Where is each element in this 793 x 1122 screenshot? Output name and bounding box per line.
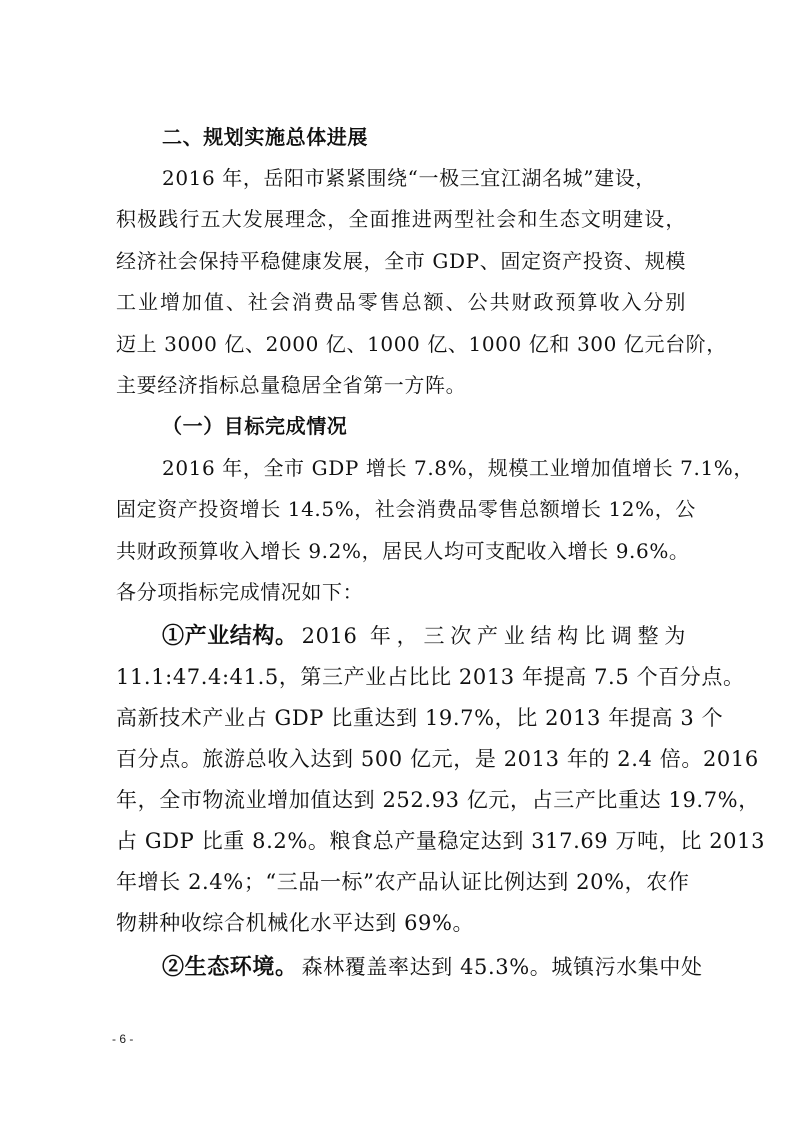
item1-line-3: 高新技术产业占 GDP 比重达到 19.7%，比 2013 年提高 3 个 [116,706,724,730]
item1-line-8: 物耕种收综合机械化水平达到 69%。 [116,911,475,935]
goals-line-3: 共财政预算收入增长 9.2%，居民人均可支配收入增长 9.6%。 [116,539,690,563]
intro-line-5: 迈上 3000 亿、2000 亿、1000 亿、1000 亿和 300 亿元台阶， [116,332,727,356]
goals-line-1: 2016 年，全市 GDP 增长 7.8%，规模工业增加值增长 7.1%， [162,456,754,480]
item1-line-1: 2016 年，三次产业结构比调整为 [301,624,686,648]
intro-line-3: 经济社会保持平稳健康发展，全市 GDP、固定资产投资、规模 [116,249,686,273]
intro-line-2: 积极践行五大发展理念，全面推进两型社会和生态文明建设， [116,207,686,231]
subsection-title: （一）目标完成情况 [162,414,348,438]
intro-line-6: 主要经济指标总量稳居全省第一方阵。 [116,373,467,397]
item1-line-5: 年，全市物流业增加值达到 252.93 亿元，占三产比重达 19.7%， [116,788,760,812]
item1-line-4: 百分点。旅游总收入达到 500 亿元，是 2013 年的 2.4 倍。2016 [116,747,759,771]
intro-line-1: 2016 年，岳阳市紧紧围绕“一极三宜江湖名城”建设， [162,166,656,190]
item2-line-1: 森林覆盖率达到 45.3%。城镇污水集中处 [301,955,703,979]
item1-line-7: 年增长 2.4%；“三品一标”农产品认证比例达到 20%，农作 [116,870,690,894]
item2-label: ②生态环境。 [162,954,298,980]
item2-first-line [162,953,703,981]
section-title: 二、规划实施总体进展 [162,125,368,149]
item1-line-6: 占 GDP 比重 8.2%。粮食总产量稳定达到 317.69 万吨，比 2013 [116,829,766,853]
goals-line-4: 各分项指标完成情况如下： [116,580,364,604]
item1-first-line [162,622,686,650]
intro-line-4: 工业增加值、社会消费品零售总额、公共财政预算收入分别 [116,290,686,314]
page-number: - 6 - [112,1032,134,1046]
item1-label: ①产业结构。 [162,623,298,649]
item1-line-2: 11.1:47.4:41.5，第三产业占比比 2013 年提高 7.5 个百分点。 [116,665,745,689]
goals-line-2: 固定资产投资增长 14.5%，社会消费品零售总额增长 12%，公 [116,497,696,521]
